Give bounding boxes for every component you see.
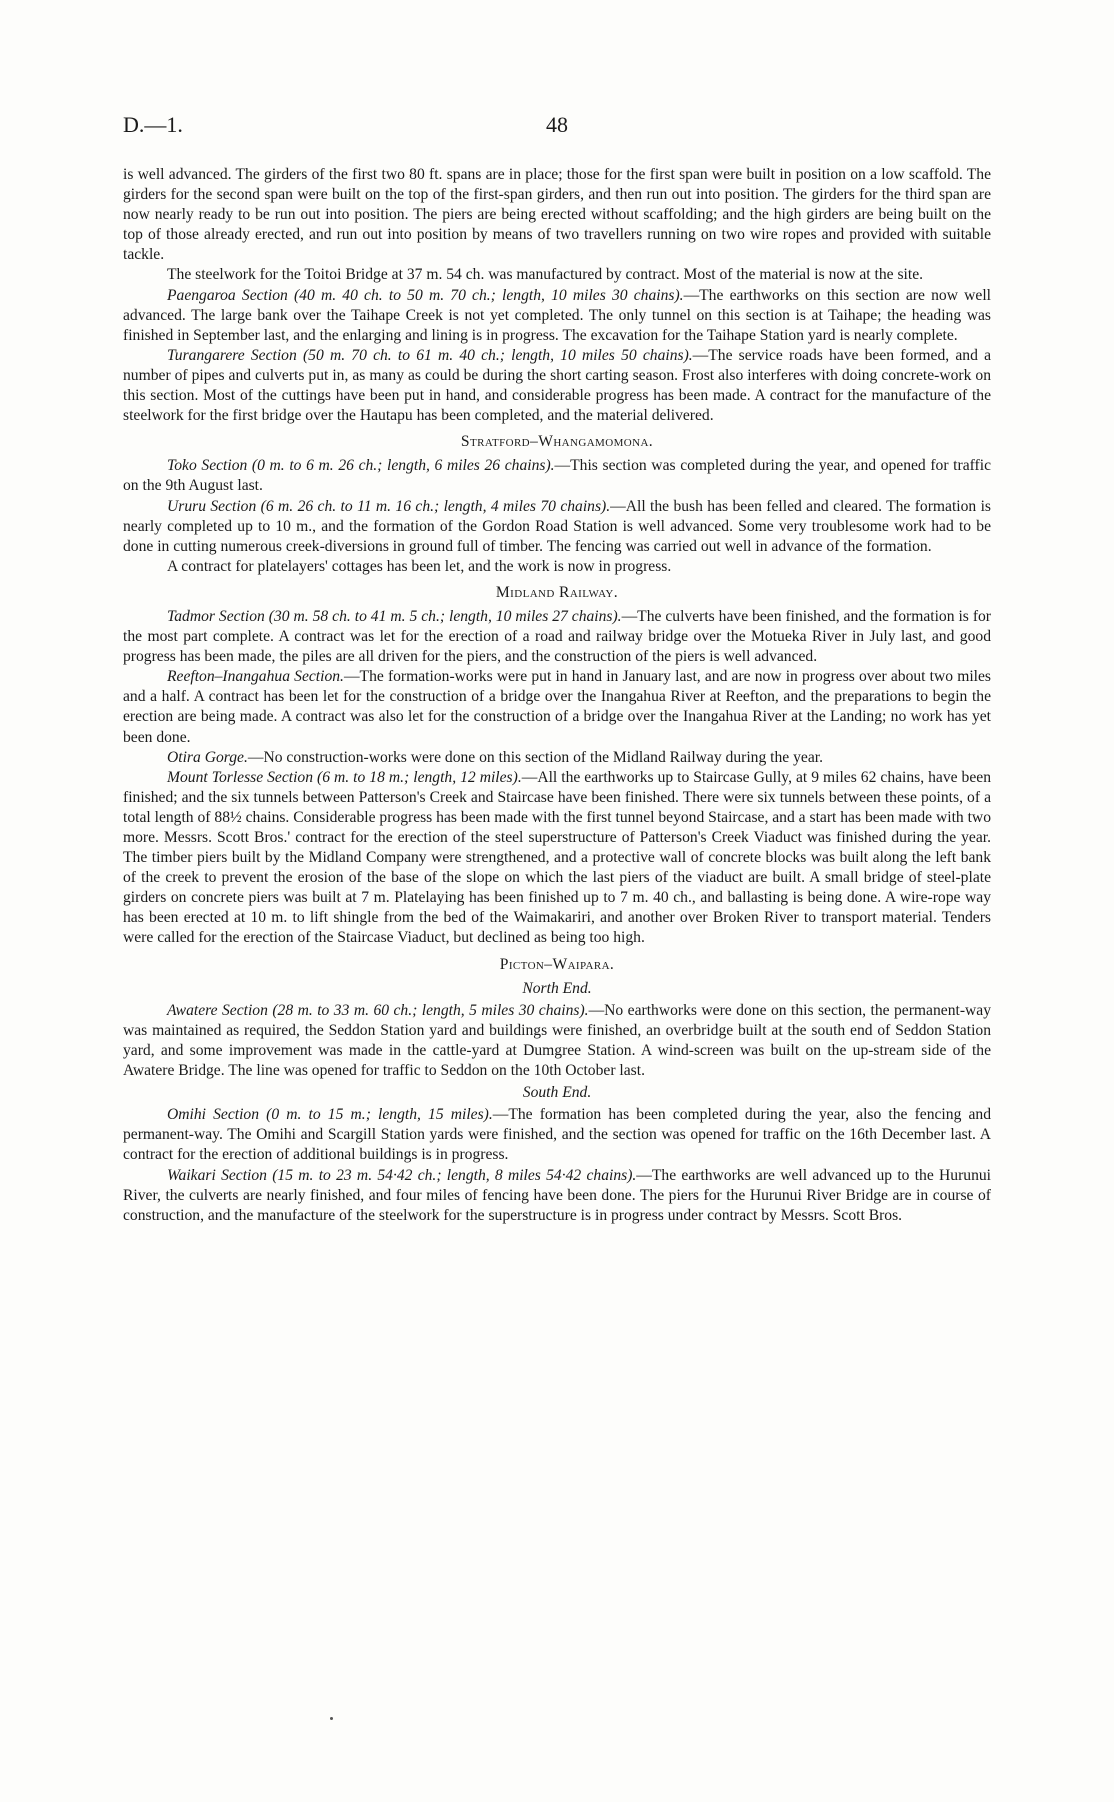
paragraph xyxy=(123,286,991,346)
paragraph-text: —All the earthworks up to Staircase Gully, at 9 miles 62 chains, have been finished; and the six tunnels between Patterson's Creek and Staircase have been finished. There were six tunnels between these points, of a total length of 88½ chains. Considerable progress has been made with the first tunnel beyond Staircase, and a start has been made with two more. Messrs. Scott Bros.' contract for the erection of the steel superstructure of Patterson's Creek Viaduct was finished during the year. The timber piers built by the Midland Company were strengthened, and a protective wall of concrete blocks was built along the left bank of the creek to prevent the erosion of the base of the slope on which the last piers of the viaduct are built. A small bridge of steel-plate girders on concrete piers was built at 7 m. Platelaying has been finished up to 7 m. 40 ch., and ballasting is being done. A wire-rope way has been erected at 10 m. to lift shingle from the bed of the Waimakariri, and another over Broken River to transport material. Tenders were called for the erection of the Staircase Viaduct, but declined as being too high. xyxy=(123,768,991,947)
page-number: 48 xyxy=(546,112,568,137)
paragraph xyxy=(123,346,991,426)
section-title: Toko Section (0 m. to 6 m. 26 ch.; length, 6 miles 26 chains). xyxy=(167,457,555,475)
paragraph-text: —The service roads have been formed, and a number of pipes and culverts put in, as many as could be during the short carting season. Frost also interferes with doing concrete-work on this section. Most of the cuttings have been put in hand, and considerable progress has been made. A contract for the manufacture of the steelwork for the first bridge over the Hautapu has been completed, and the material delivered. xyxy=(123,346,991,425)
paragraph-text: The steelwork for the Toitoi Bridge at 37 m. 54 ch. was manufactured by contract. Most of the material is now at the site. xyxy=(167,266,924,284)
paragraph xyxy=(123,456,991,496)
document-id: D.—1. xyxy=(123,112,183,137)
section-title: Waikari Section (15 m. to 23 m. 54·42 ch.; length, 8 miles 54·42 chains). xyxy=(167,1166,637,1184)
paragraph xyxy=(123,265,991,285)
paragraph-text: —The culverts have been finished, and the formation is for the most part complete. A contract was let for the erection of a road and railway bridge over the Motueka River in July last, and good progress has been made, the piles are all driven for the piers, and the construction of the piers is well advanced. xyxy=(123,607,991,666)
section-heading: Midland Railway. xyxy=(495,583,619,601)
paragraph-text: —This section was completed during the year, and opened for traffic on the 9th August last. xyxy=(123,457,991,495)
subsection-heading: South End. xyxy=(522,1084,592,1102)
print-speck xyxy=(330,1717,333,1720)
paragraph-text: —The formation-works were put in hand in January last, and are now in progress over about two miles and a half. A contract has been let for the construction of a bridge over the Inangahua River at Reefton, and the preparations to begin the erection are being made. A contract was also let for the construction of a bridge over the Inangahua River at the Landing; no work has yet been done. xyxy=(123,668,991,746)
paragraph xyxy=(123,1105,991,1165)
section-title: Omihi Section (0 m. to 15 m.; length, 15 miles). xyxy=(167,1106,493,1124)
section-title: Paengaroa Section (40 m. 40 ch. to 50 m. 70 ch.; length, 10 miles 30 chains). xyxy=(167,286,684,304)
paragraph xyxy=(123,667,991,747)
page-header xyxy=(123,112,991,142)
paragraph xyxy=(123,557,991,577)
section-heading: Stratford–Whangamomona. xyxy=(460,433,654,451)
paragraph-text: A contract for platelayers' cottages has been let, and the work is now in progress. xyxy=(167,557,672,575)
paragraph xyxy=(123,607,991,667)
paragraph-text: —The earthworks are well advanced up to the Hurunui River, the culverts are nearly finished, and four miles of fencing have been done. The piers for the Hurunui River Bridge are in course of construction, and the manufacture of the steelwork for the superstructure is in progress under contract by Messrs. Scott Bros. xyxy=(123,1166,991,1224)
paragraph xyxy=(123,1166,991,1226)
paragraph-text: —All the bush has been felled and cleared. The formation is nearly completed up to 10 m., and the formation of the Gordon Road Station is well advanced. Some very troublesome work had to be done in cutting numerous creek-diversions in ground full of timber. The fencing was carried out well in advance of the formation. xyxy=(123,497,991,555)
section-title: Tadmor Section (30 m. 58 ch. to 41 m. 5 ch.; length, 10 miles 27 chains). xyxy=(167,607,622,625)
paragraph xyxy=(123,748,991,768)
subsection-heading: North End. xyxy=(522,979,592,997)
section-title: Awatere Section (28 m. to 33 m. 60 ch.; length, 5 miles 30 chains). xyxy=(167,1001,589,1019)
section-title: Turangarere Section (50 m. 70 ch. to 61 m. 40 ch.; length, 10 miles 50 chains). xyxy=(167,346,693,364)
paragraph-text: —The earthworks on this section are now well advanced. The large bank over the Taihape Creek is not yet completed. The only tunnel on this section is at Taihape; the heading was finished in September last, and the enlarging and lining is in progress. The excavation for the Taihape Station yard is nearly complete. xyxy=(123,286,991,344)
paragraph xyxy=(123,497,991,557)
section-title: Otira Gorge. xyxy=(167,748,248,766)
body-text xyxy=(123,165,991,1226)
section-title: Mount Torlesse Section (6 m. to 18 m.; length, 12 miles). xyxy=(167,768,522,786)
section-heading: Picton–Waipara. xyxy=(499,955,615,973)
paragraph-text: —The formation has been completed during the year, also the fencing and permanent-way. The Omihi and Scargill Station yards were finished, and the section was opened for traffic on the 16th December last. A contract for the erection of additional buildings is in progress. xyxy=(123,1106,992,1164)
paragraph-text: —No earthworks were done on this section, the permanent-way was maintained as required, the Seddon Station yard and buildings were finished, an overbridge built at the south end of Seddon Station yard, and some improvement was made in the cattle-yard at Dumgree Station. A wind-screen was built on the up-stream side of the Awatere Bridge. The line was opened for traffic to Seddon on the 10th October last. xyxy=(123,1001,991,1080)
paragraph xyxy=(123,768,991,949)
section-title: Reefton–Inangahua Section. xyxy=(167,668,344,686)
paragraph xyxy=(123,165,991,265)
paragraph xyxy=(123,1001,991,1081)
paragraph-text: —No construction-works were done on this section of the Midland Railway during the year. xyxy=(247,748,823,766)
section-title: Ururu Section (6 m. 26 ch. to 11 m. 16 ch.; length, 4 miles 70 chains). xyxy=(167,497,611,515)
paragraph-text: is well advanced. The girders of the first two 80 ft. spans are in place; those for the first span were built in position on a low scaffold. The girders for the second span were built on the top of the first-span girders, and then run out into position. The girders for the third span are now nearly ready to be run out into position. The piers are being erected without scaffolding; and the high girders are being built on the top of those already erected, and run out into position by means of two travellers running on two wire ropes and provided with suitable tackle. xyxy=(123,166,991,264)
